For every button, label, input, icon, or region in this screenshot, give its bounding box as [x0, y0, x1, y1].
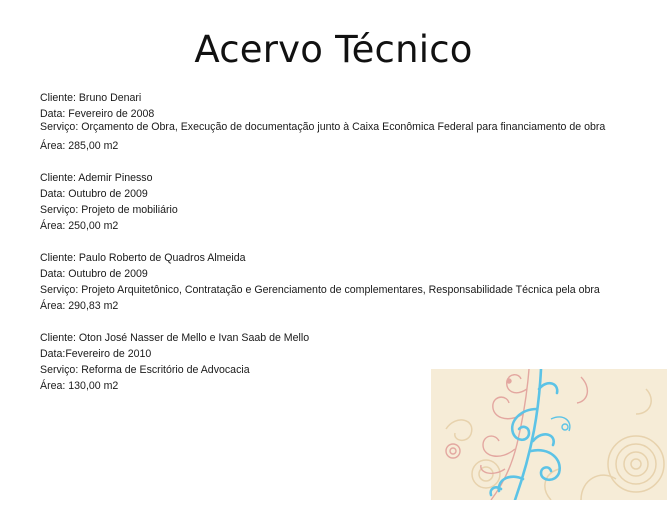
entry-area: Área: 250,00 m2	[40, 219, 119, 232]
entry-servico: Serviço: Projeto Arquitetônico, Contratação e Gerenciamento de complementares, Responsabilidade Técnica pela obra	[40, 283, 600, 296]
spacer	[40, 154, 640, 170]
entry-servico: Serviço: Projeto de mobiliário	[40, 203, 178, 216]
entry-2	[40, 170, 640, 234]
entry-cliente: Cliente: Bruno Denari	[40, 92, 142, 104]
entry-servico: Serviço: Orçamento de Obra, Execução de documentação junto à Caixa Econômica Federal para financiamento de obra	[40, 121, 606, 133]
entry-data: Data: Fevereiro de 2008	[40, 108, 155, 120]
swirl-graphic	[431, 369, 667, 500]
entry-cliente: Cliente: Ademir Pinesso	[40, 171, 153, 184]
spacer	[40, 234, 640, 250]
entry-3	[40, 250, 640, 314]
spacer	[40, 314, 640, 330]
entry-data: Data: Outubro de 2009	[40, 187, 148, 200]
slide-body	[40, 90, 640, 394]
slide-title: Acervo Técnico	[194, 28, 473, 71]
entry-data: Data:Fevereiro de 2010	[40, 347, 152, 360]
decorative-swirl-icon	[431, 369, 667, 500]
entry-1	[40, 90, 640, 154]
entry-area: Área: 290,83 m2	[40, 299, 119, 312]
entry-data: Data: Outubro de 2009	[40, 267, 148, 280]
entry-servico: Serviço: Reforma de Escritório de Advocacia	[40, 363, 250, 376]
entry-area: Área: 285,00 m2	[40, 139, 119, 152]
entry-cliente: Cliente: Oton José Nasser de Mello e Ivan Saab de Mello	[40, 331, 310, 344]
entry-area: Área: 130,00 m2	[40, 379, 119, 392]
entry-cliente: Cliente: Paulo Roberto de Quadros Almeida	[40, 251, 246, 264]
